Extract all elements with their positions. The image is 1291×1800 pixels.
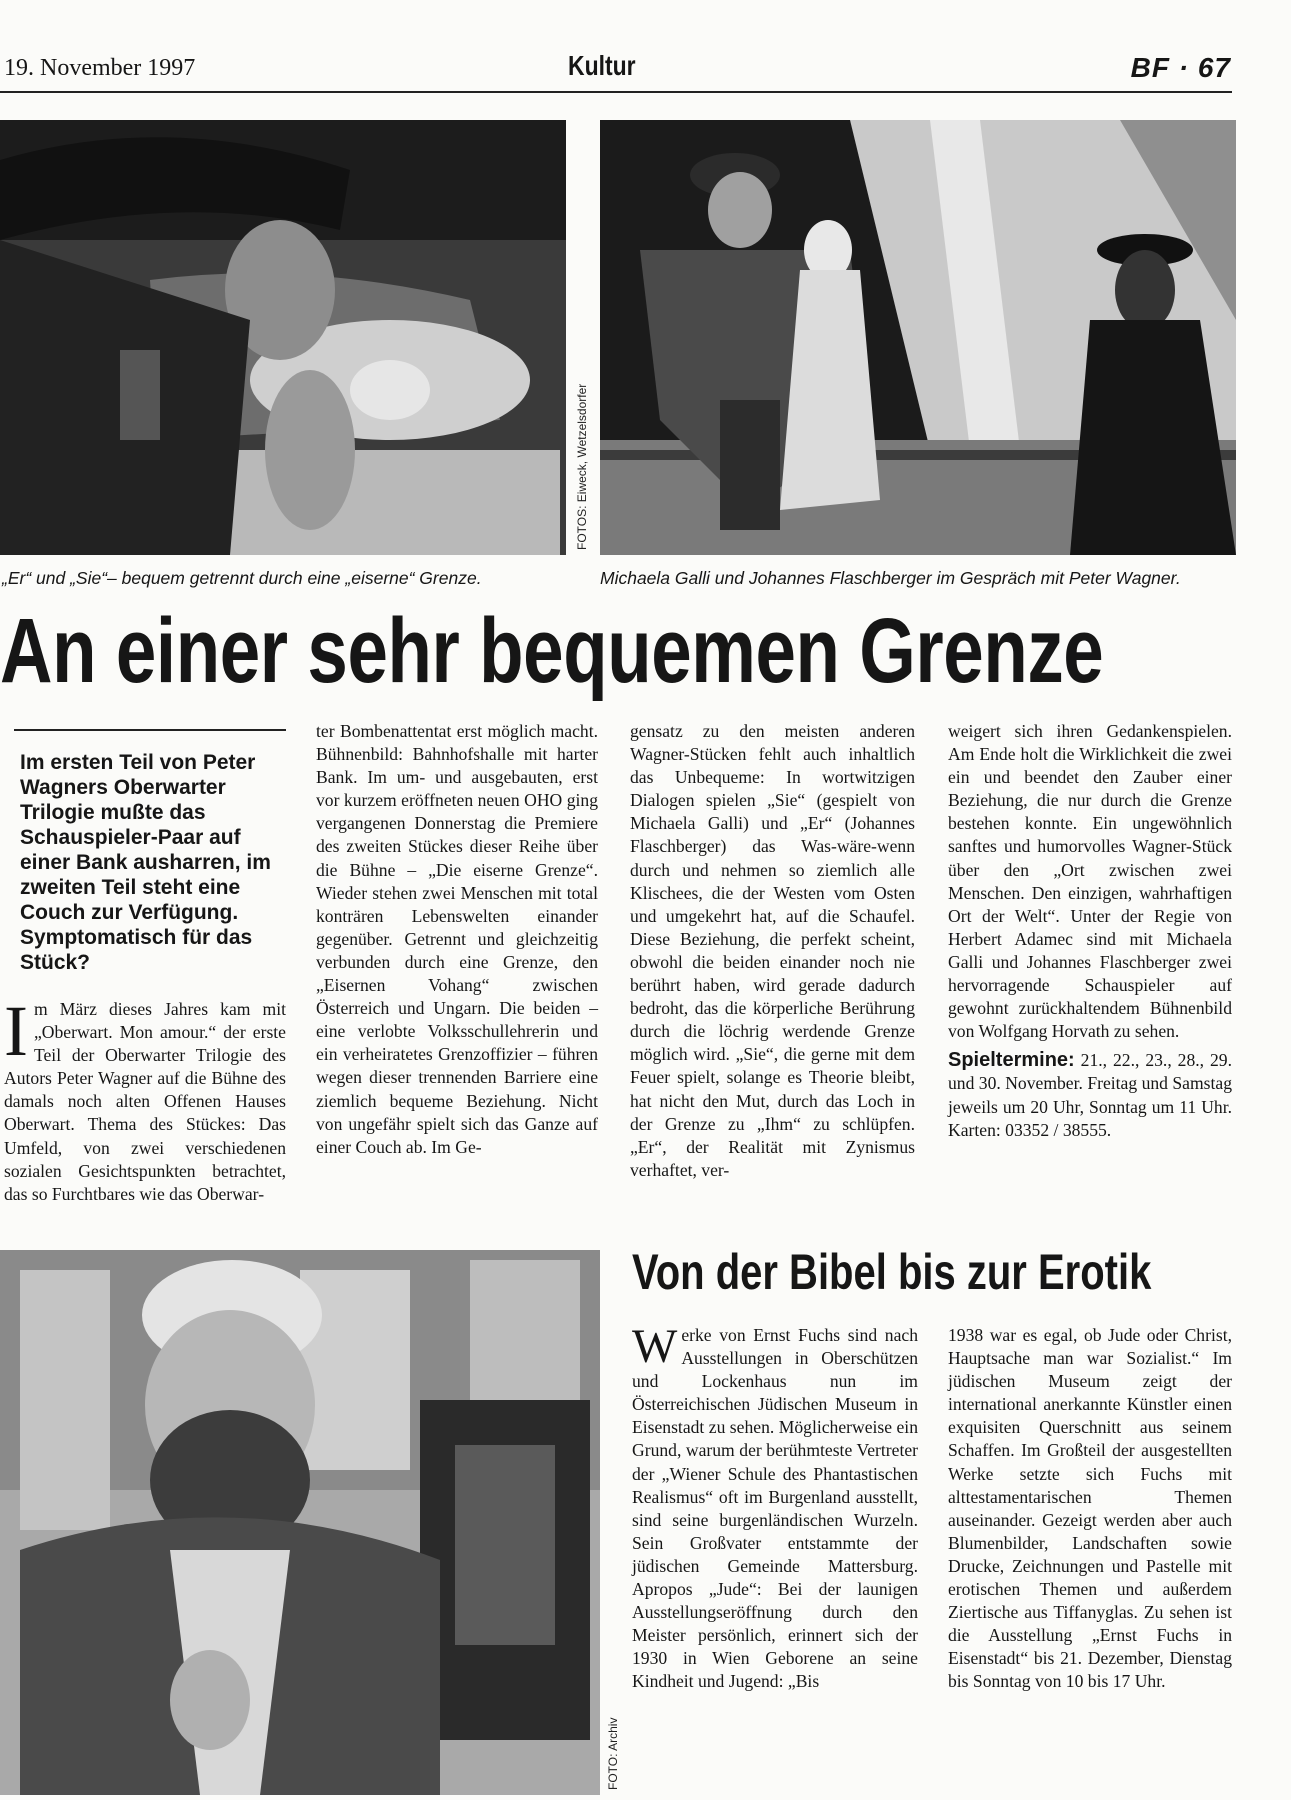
show-dates-text: 21., 22., 23., 28., 29. und 30. November. Freitag und Samstag jeweils um 20 Uhr, Sonntag um 11 Uhr. Karten: 03352 / 38555.	[948, 1050, 1232, 1140]
caption-right: Michaela Galli und Johannes Flaschberger im Gespräch mit Peter Wagner.	[600, 568, 1181, 588]
photo-couch-scene	[0, 120, 566, 555]
show-dates	[948, 1049, 1232, 1141]
photo-credit-bottom: FOTO: Archiv	[606, 1717, 620, 1790]
article-column-3: gensatz zu den meisten anderen Wagner-Stücken fehlt auch inhaltlich das Unbequeme: In wortwitzigen Dialogen spielen „Sie“ (gespielt von Michaela Galli) und „Er“ (Johannes Flaschberger) das Was-wäre-wenn durch und nehmen so ziemlich alle Klischees, die der Westen vom Osten und umgekehrt hat, auf die Schaufel. Diese Beziehung, die perfekt scheint, obwohl die beiden einander noch nie berührt haben, wird gerade dadurch bedroht, das die körperliche Berührung durch die löchrig werdende Grenze möglich wird. „Sie“, die gerne mit dem Feuer spielt, solange es Theorie bleibt, hat nicht den Mut, durch das Loch in der Grenze zu „Ihm“ zu schlüpfen. „Er“, der Realität mit Zynismus verhaftet, ver-	[630, 721, 915, 1180]
article-column-4	[948, 720, 1232, 1142]
page-number: BF · 67	[1130, 52, 1231, 83]
show-dates-label: Spieltermine:	[948, 1049, 1075, 1072]
article2-column-2: 1938 war es egal, ob Jude oder Christ, Hauptsache man war Sozialist.“ Im jüdischen Museum zeigt der international anerkannte Künstler einen exquisiten Querschnitt aus seinem Schaffen. Im Großteil der ausgestellten Werke setzte sich Fuchs mit alttestamentarischen Themen auseinander. Gezeigt werden aber auch Blumenbilder, Landschaften sowie Drucke, Zeichnungen und Pastelle mit erotischen Themen und außerdem Ziertische aus Tiffanyglas. Zu sehen ist die Ausstellung „Ernst Fuchs in Eisenstadt“ bis 21. Dezember, Dienstag bis Sonntag von 10 bis 17 Uhr.	[948, 1325, 1232, 1692]
article-column-1	[4, 991, 286, 1206]
photo-stage-scene	[600, 120, 1236, 555]
article-headline: An einer sehr bequemen Grenze	[0, 600, 1104, 702]
article-column-4-text: weigert sich ihren Gedankenspielen. Am Ende holt die Wirklichkeit die zwei ein und beendet den Zauber einer Beziehung, die nur durch die Grenze bestehen konnte. Ein ungewöhnlich sanftes und humorvolles Wagner-Stück über den „Ort zwischen zwei Menschen. Den einzigen, wahrhaftigen Ort der Welt“. Unter der Regie von Herbert Adamec sind mit Michaela Galli und Johannes Flaschberger zwei hervorragende Schauspieler auf gewohnt zurückhaltendem Bühnenbild von Wolfgang Horvath zu sehen.	[948, 721, 1232, 1042]
article2-headline: Von der Bibel bis zur Erotik	[632, 1244, 1152, 1300]
article2-column-1	[632, 1320, 918, 1694]
drop-cap-2: W	[632, 1320, 678, 1373]
caption-left: „Er“ und „Sie“– bequem getrennt durch eine „eiserne“ Grenze.	[2, 568, 482, 588]
article-lead: Im ersten Teil von Peter Wagners Oberwarter Trilogie mußte das Schauspieler-Paar auf einer Bank ausharren, im zweiten Teil steht eine Couch zur Verfügung. Symptomatisch für das Stück?	[20, 751, 271, 974]
article2-column-1-text: erke von Ernst Fuchs sind nach Ausstellungen in Oberschützen und Lockenhaus nun im Österreichischen Jüdischen Museum in Eisenstadt zu sehen. Möglicherweise ein Grund, warum der berühmteste Vertreter der „Wiener Schule des Phantastischen Realismus“ oft im Burgenland ausstellt, sind seine burgenländischen Wurzeln. Sein Großvater entstammte der jüdischen Gemeinde Mattersburg. Apropos „Jude“: Bei der launigen Ausstellungseröffnung durch den Meister persönlich, erinnert sich der 1930 in Wien Geborene an seine Kindheit und Jugend: „Bis	[632, 1325, 918, 1692]
section-title: Kultur	[568, 50, 636, 81]
lead-rule	[14, 729, 286, 731]
header-rule	[0, 91, 1232, 93]
issue-date: 19. November 1997	[4, 55, 196, 81]
photo-ernst-fuchs	[0, 1250, 600, 1795]
drop-cap: I	[4, 991, 28, 1071]
article-column-1-text: m März dieses Jahres kam mit „Oberwart. Mon amour.“ der erste Teil der Oberwarter Trilogie des Autors Peter Wagner auf die Bühne des damals noch alten Offenen Hauses Oberwart. Thema des Stückes: Das Umfeld, von zwei verschiedenen sozialen Gesichtspunkten betrachtet, das so Furchtbares wie das Oberwar-	[4, 999, 286, 1204]
article-column-2: ter Bombenattentat erst möglich macht. Bühnenbild: Bahnhofshalle mit harter Bank. Im um- und ausgebauten, erst vor kurzem eröffneten neuen OHO ging vergangenen Donnerstag die Premiere des zweiten Stückes dieser Reihe über die Bühne – „Die eiserne Grenze“. Wieder stehen zwei Menschen mit total konträren Lebenswelten einander gegenüber. Getrennt und gleichzeitig verbunden durch eine Grenze, den „Eisernen Vohang“ zwischen Österreich und Ungarn. Die beiden – eine verlobte Volksschullehrerin und ein verheiratetes Grenzoffizier – führen wegen dieser trennenden Barriere eine ziemlich bequeme Beziehung. Nicht von ungefähr spielt sich das Ganze auf einer Couch ab. Im Ge-	[316, 721, 598, 1157]
photo-credit-top: FOTOS: Eiweck, Wetzelsdorfer	[575, 383, 589, 550]
